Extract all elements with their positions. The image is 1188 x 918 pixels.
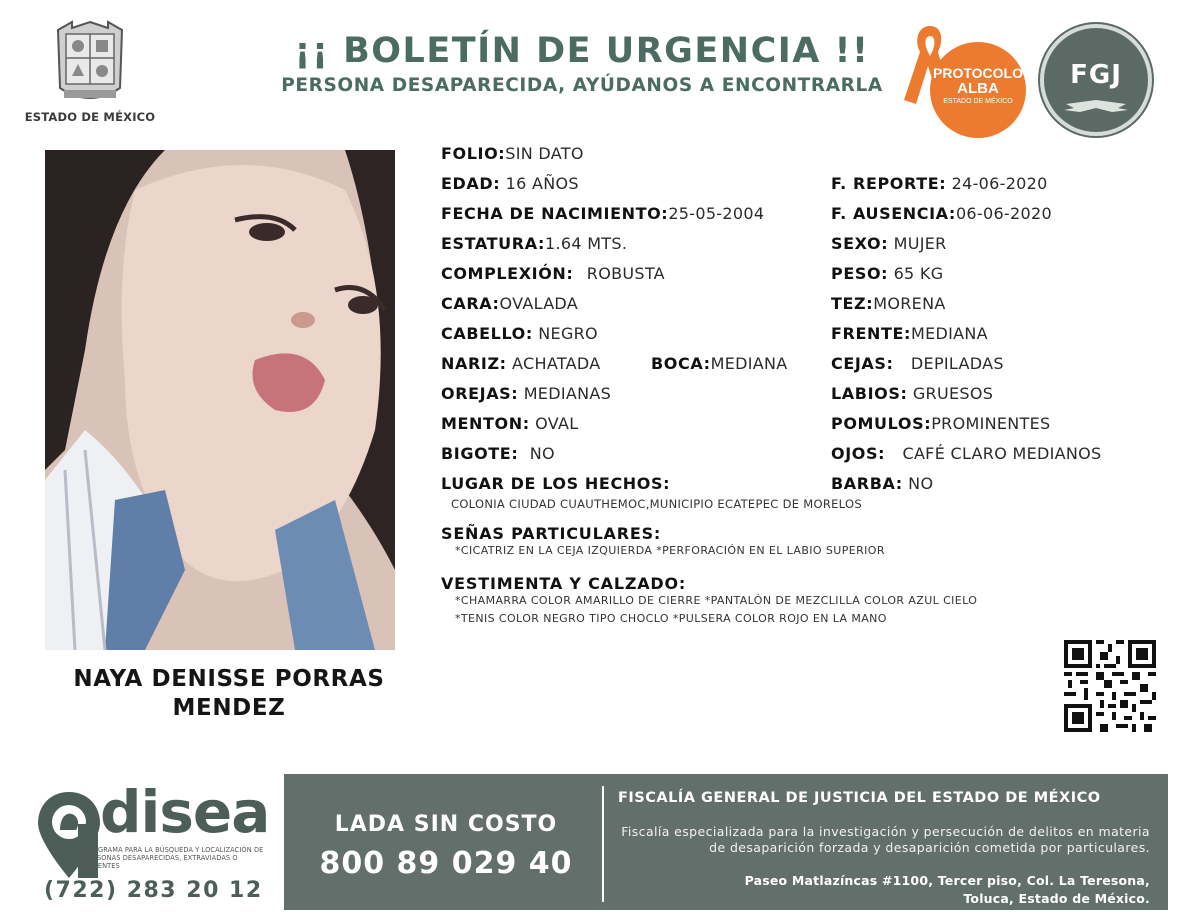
field-lugar bbox=[441, 474, 670, 494]
bulletin-title: ¡¡ BOLETÍN DE URGENCIA !! bbox=[294, 31, 870, 71]
field-label: F. AUSENCIA: bbox=[831, 204, 956, 223]
alba-line3: ESTADO DE MÉXICO bbox=[943, 98, 1013, 105]
alba-line2: ALBA bbox=[957, 80, 999, 97]
fgj-description: Fiscalía especializada para la investigación y persecución de delitos en materia de desaparición forzada y desaparición cometida por particulares. bbox=[621, 824, 1150, 855]
field-value: OVAL bbox=[535, 414, 579, 433]
fgj-title: FISCALÍA GENERAL DE JUSTICIA DEL ESTADO DE MÉXICO bbox=[618, 790, 1101, 806]
field-label: COMPLEXIÓN: bbox=[441, 264, 574, 283]
toll-free-number[interactable]: 800 89 029 40 bbox=[319, 846, 573, 881]
field-value: 1.64 MTS. bbox=[544, 234, 628, 253]
senas-title: SEÑAS PARTICULARES: bbox=[441, 524, 662, 543]
field-value: NO bbox=[908, 474, 934, 493]
odisea-wordmark: disea bbox=[100, 778, 270, 846]
field-cejas bbox=[831, 354, 1004, 374]
field-label: PESO: bbox=[831, 264, 889, 283]
field-label: LABIOS: bbox=[831, 384, 908, 403]
field-label: FECHA DE NACIMIENTO: bbox=[441, 204, 669, 223]
alba-badge bbox=[930, 42, 1026, 138]
field-frente bbox=[831, 324, 988, 344]
field-pomulos bbox=[831, 414, 1050, 434]
fgj-seal-text: FGJ bbox=[1070, 60, 1122, 90]
field-value: MUJER bbox=[893, 234, 947, 253]
portrait-illustration bbox=[45, 150, 395, 650]
vestimenta-line: *TENIS COLOR NEGRO TIPO CHOCLO *PULSERA COLOR ROJO EN LA MANO bbox=[455, 612, 887, 625]
field-estatura bbox=[441, 234, 627, 254]
field-value: MORENA bbox=[873, 294, 946, 313]
band-divider bbox=[602, 786, 604, 902]
address-line2: Toluca, Estado de México. bbox=[963, 891, 1150, 906]
field-cabello bbox=[441, 324, 598, 344]
field-value: MEDIANAS bbox=[523, 384, 612, 403]
field-label: BARBA: bbox=[831, 474, 903, 493]
coat-of-arms-icon bbox=[50, 18, 130, 106]
estado-de-mexico-logo bbox=[22, 18, 158, 130]
field-label: FRENTE: bbox=[831, 324, 912, 343]
field-nariz bbox=[441, 354, 600, 374]
vestimenta-line: *CHAMARRA COLOR AMARILLO DE CIERRE *PANTALÓN DE MEZCLILLA COLOR AZUL CIELO bbox=[455, 594, 978, 607]
field-label: POMULOS: bbox=[831, 414, 932, 433]
field-cara bbox=[441, 294, 578, 314]
fgj-seal bbox=[1040, 24, 1152, 136]
field-complexion bbox=[441, 264, 665, 284]
field-label: CEJAS: bbox=[831, 354, 894, 373]
alba-line1: PROTOCOLO bbox=[933, 65, 1023, 81]
field-value: MEDIANA bbox=[911, 324, 988, 343]
protocolo-alba-logo bbox=[900, 20, 1030, 138]
field-label: OREJAS: bbox=[441, 384, 519, 403]
field-value: 65 KG bbox=[893, 264, 944, 283]
odisea-logo bbox=[36, 778, 276, 906]
field-barba bbox=[831, 474, 933, 494]
field-label: LUGAR DE LOS HECHOS: bbox=[441, 474, 671, 493]
field-value: GRUESOS bbox=[912, 384, 994, 403]
field-reporte bbox=[831, 174, 1048, 194]
field-orejas bbox=[441, 384, 611, 404]
lada-label: LADA SIN COSTO bbox=[334, 812, 558, 837]
field-boca bbox=[651, 354, 788, 374]
field-bigote bbox=[441, 444, 555, 464]
field-label: FOLIO: bbox=[441, 144, 506, 163]
field-value: 06-06-2020 bbox=[955, 204, 1052, 223]
field-ojos bbox=[831, 444, 1102, 464]
field-value: NO bbox=[529, 444, 555, 463]
field-label: ESTATURA: bbox=[441, 234, 545, 253]
field-value: 16 AÑOS bbox=[505, 174, 579, 193]
qr-code-icon[interactable] bbox=[1064, 640, 1156, 732]
address-line1: Paseo Matlazíncas #1100, Tercer piso, Col. La Teresona, bbox=[744, 873, 1150, 888]
contact-band bbox=[284, 774, 1168, 910]
field-value: PROMINENTES bbox=[931, 414, 1051, 433]
field-label: SEXO: bbox=[831, 234, 889, 253]
senas-line: *CICATRIZ EN LA CEJA IZQUIERDA *PERFORACIÓN EN EL LABIO SUPERIOR bbox=[455, 544, 885, 557]
bulletin-subtitle: PERSONA DESAPARECIDA, AYÚDANOS A ENCONTRARLA bbox=[281, 75, 883, 96]
field-label: MENTON: bbox=[441, 414, 530, 433]
vestimenta-title: VESTIMENTA Y CALZADO: bbox=[441, 574, 687, 593]
missing-person-photo bbox=[45, 150, 395, 650]
odisea-program-text: PROGRAMA PARA LA BÚSQUEDA Y LOCALIZACIÓN DE PERSONAS DESAPARECIDAS, EXTRAVIADAS O AUSENTES bbox=[84, 846, 264, 870]
field-value: ROBUSTA bbox=[586, 264, 665, 283]
field-value: 25-05-2004 bbox=[668, 204, 765, 223]
field-value: CAFÉ CLARO MEDIANOS bbox=[902, 444, 1102, 463]
field-sexo bbox=[831, 234, 947, 254]
field-value: MEDIANA bbox=[710, 354, 788, 373]
field-value: 24-06-2020 bbox=[951, 174, 1048, 193]
field-value: ACHATADA bbox=[512, 354, 601, 373]
fgj-address bbox=[610, 872, 1150, 908]
field-label: BOCA: bbox=[651, 354, 711, 373]
lugar-value: COLONIA CIUDAD CUAUTHEMOC,MUNICIPIO ECATEPEC DE MORELOS bbox=[451, 497, 862, 511]
field-value: SIN DATO bbox=[505, 144, 584, 163]
field-label: CABELLO: bbox=[441, 324, 533, 343]
field-ausencia bbox=[831, 204, 1052, 224]
field-label: CARA: bbox=[441, 294, 500, 313]
name-line2: MENDEZ bbox=[172, 695, 286, 721]
field-menton bbox=[441, 414, 578, 434]
state-caption: ESTADO DE MÉXICO bbox=[24, 110, 156, 124]
field-peso bbox=[831, 264, 943, 284]
field-value: OVALADA bbox=[499, 294, 579, 313]
field-tez bbox=[831, 294, 946, 314]
wings-icon bbox=[1060, 96, 1132, 116]
odisea-phone[interactable]: (722) 283 20 12 bbox=[44, 878, 263, 903]
field-label: F. REPORTE: bbox=[831, 174, 947, 193]
field-value: DEPILADAS bbox=[910, 354, 1004, 373]
field-folio bbox=[441, 144, 584, 164]
field-labios bbox=[831, 384, 993, 404]
field-label: NARIZ: bbox=[441, 354, 507, 373]
field-label: TEZ: bbox=[831, 294, 874, 313]
field-label: BIGOTE: bbox=[441, 444, 519, 463]
field-nacimiento bbox=[441, 204, 764, 224]
field-label: EDAD: bbox=[441, 174, 501, 193]
field-label: OJOS: bbox=[831, 444, 886, 463]
name-line1: NAYA DENISSE PORRAS bbox=[73, 666, 385, 692]
field-edad bbox=[441, 174, 579, 194]
field-value: NEGRO bbox=[538, 324, 598, 343]
missing-person-name bbox=[45, 665, 413, 723]
bulletin-title-block bbox=[262, 30, 902, 98]
